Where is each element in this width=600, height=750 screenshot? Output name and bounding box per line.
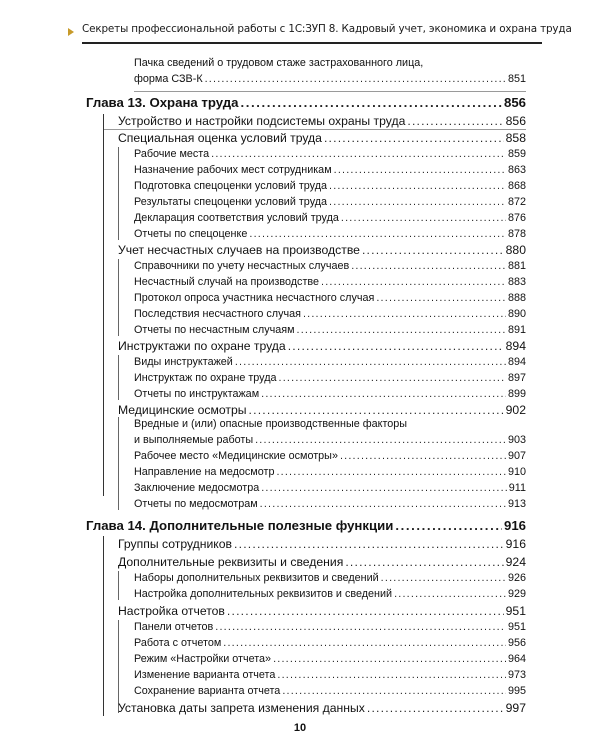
toc-section-title: Группы сотрудников <box>118 537 233 551</box>
section-bracket <box>118 571 119 600</box>
toc-subsection[interactable] <box>134 588 526 600</box>
toc-leader <box>205 73 506 85</box>
toc-subsection-title: Отчеты по несчастным случаям <box>134 324 295 336</box>
toc-leader <box>334 164 506 176</box>
toc-section[interactable] <box>118 403 526 417</box>
toc-subsection-page: 894 <box>507 356 526 368</box>
chapter-13-bracket <box>103 114 104 496</box>
toc-section-title: Специальная оценка условий труда <box>118 131 322 145</box>
toc-subsection-page: 951 <box>507 621 526 633</box>
toc-subsection-title: Вредные и (или) опасные производственные факторы <box>134 418 408 430</box>
toc-subsection-page: 913 <box>507 498 526 510</box>
toc-subsection-page: 910 <box>507 466 526 478</box>
toc-subsection-page: 899 <box>507 388 526 400</box>
toc-leader <box>261 388 506 400</box>
toc-subsection[interactable] <box>134 434 526 446</box>
toc-subsection-title: и выполняемые работы <box>134 434 254 446</box>
toc-leader <box>273 653 506 665</box>
toc-section[interactable] <box>118 339 526 353</box>
toc-subsection-title: Отчеты по инструктажам <box>134 388 260 400</box>
toc-leader <box>240 95 502 110</box>
toc-subsection-page: 868 <box>507 180 526 192</box>
toc-section[interactable] <box>118 701 526 715</box>
toc-subsection-page: 888 <box>507 292 526 304</box>
toc-subsection[interactable] <box>134 450 526 462</box>
toc-leader <box>215 621 506 633</box>
toc-subsection-title: Декларация соответствия условий труда <box>134 212 339 224</box>
toc-entry-page: 851 <box>507 73 526 85</box>
toc-subsection[interactable] <box>134 572 526 584</box>
toc-subsection[interactable] <box>134 498 526 510</box>
toc-subsection-page: 881 <box>507 260 526 272</box>
toc-chapter-title: Глава 13. Охрана труда <box>86 95 239 110</box>
toc-subsection-title: Назначение рабочих мест сотрудникам <box>134 164 332 176</box>
toc-leader <box>407 114 503 128</box>
toc-leader <box>362 243 504 257</box>
toc-subsection[interactable] <box>134 308 526 320</box>
toc-leader <box>279 372 506 384</box>
toc-section-page: 856 <box>505 114 526 128</box>
toc-section-page: 951 <box>505 604 526 618</box>
toc-entry-title: форма СЗВ-К <box>134 73 203 85</box>
toc-section-title: Устройство и настройки подсистемы охраны труда <box>118 114 406 128</box>
toc-leader <box>329 196 506 208</box>
toc-subsection-title: Несчастный случай на производстве <box>134 276 320 288</box>
toc-leader <box>223 637 506 649</box>
toc-leader <box>351 260 506 272</box>
toc-subsection-page: 890 <box>507 308 526 320</box>
toc-section-title: Медицинские осмотры <box>118 403 247 417</box>
toc-section-title: Настройка отчетов <box>118 604 225 618</box>
toc-section[interactable] <box>118 131 526 145</box>
header-rule <box>82 42 542 44</box>
toc-subsection-title: Результаты спецоценки условий труда <box>134 196 328 208</box>
toc-subsection-page: 891 <box>507 324 526 336</box>
toc-subsection-page: 876 <box>507 212 526 224</box>
toc-section-title: Инструктажи по охране труда <box>118 339 286 353</box>
toc-subsection-page: 878 <box>507 228 526 240</box>
toc-leader <box>261 482 507 494</box>
toc-leader <box>303 308 506 320</box>
toc-subsection[interactable] <box>134 276 526 288</box>
toc-subsection[interactable] <box>134 685 526 697</box>
toc-subsection[interactable] <box>134 212 526 224</box>
toc-section[interactable] <box>118 604 526 618</box>
toc-leader <box>277 669 506 681</box>
header-marker-icon <box>68 28 74 36</box>
toc-subsection[interactable] <box>134 653 526 665</box>
toc-subsection-page: 883 <box>507 276 526 288</box>
toc-leader <box>249 228 506 240</box>
toc-chapter-13[interactable] <box>86 95 526 110</box>
toc-subsection-page: 859 <box>507 148 526 160</box>
toc-subsection-title: Работа с отчетом <box>134 637 222 649</box>
toc-subsection[interactable] <box>134 466 526 478</box>
toc-subsection-title: Протокол опроса участника несчастного случая <box>134 292 375 304</box>
toc-leader <box>260 498 506 510</box>
toc-chapter-title: Глава 14. Дополнительные полезные функции <box>86 518 394 533</box>
toc-subsection-page: 995 <box>507 685 526 697</box>
toc-subsection[interactable] <box>134 180 526 192</box>
toc-subsection-title: Последствия несчастного случая <box>134 308 301 320</box>
toc-subsection-page: 872 <box>507 196 526 208</box>
toc-subsection-title: Рабочее место «Медицинские осмотры» <box>134 450 338 462</box>
toc-leader <box>329 180 506 192</box>
section-bracket <box>118 147 119 240</box>
toc-section[interactable] <box>118 243 526 257</box>
toc-leader <box>340 450 506 462</box>
toc-leader <box>255 434 506 446</box>
toc-leader <box>235 356 506 368</box>
toc-leader <box>276 466 506 478</box>
toc-leader <box>211 148 506 160</box>
toc-subsection-page: 903 <box>507 434 526 446</box>
toc-subsection-page: 897 <box>507 372 526 384</box>
toc-leader <box>297 324 506 336</box>
toc-section-page: 997 <box>505 701 526 715</box>
toc-subsection[interactable] <box>134 621 526 633</box>
header-title: Секреты профессиональной работы с 1С:ЗУП 8. Кадровый учет, экономика и охрана труда <box>82 23 572 35</box>
toc-leader <box>249 403 504 417</box>
toc-subsection-page: 911 <box>508 482 526 494</box>
toc-subsection-title: Отчеты по медосмотрам <box>134 498 258 510</box>
toc-subsection-page: 926 <box>507 572 526 584</box>
toc-subsection-title: Сохранение варианта отчета <box>134 685 281 697</box>
chapter-14-bracket <box>103 536 104 716</box>
toc-subsection[interactable] <box>134 260 526 272</box>
toc-leader <box>227 604 504 618</box>
toc-subsection-title: Настройка дополнительных реквизитов и сведений <box>134 588 393 600</box>
toc-leader <box>282 685 506 697</box>
toc-section-title: Учет несчастных случаев на производстве <box>118 243 360 257</box>
toc-section-page: 916 <box>505 537 526 551</box>
toc-entry[interactable] <box>134 73 526 85</box>
toc-subsection-page: 929 <box>507 588 526 600</box>
toc-subsection-page: 863 <box>507 164 526 176</box>
toc-section-title: Установка даты запрета изменения данных <box>118 701 365 715</box>
section-bracket <box>118 355 119 400</box>
toc-leader <box>321 276 506 288</box>
toc-subsection[interactable] <box>134 324 526 336</box>
toc-leader <box>341 212 506 224</box>
toc-leader <box>394 588 506 600</box>
toc-subsection[interactable] <box>134 637 526 649</box>
toc-section-page: 880 <box>505 243 526 257</box>
toc-subsection-page: 907 <box>507 450 526 462</box>
toc-subsection[interactable] <box>134 356 526 368</box>
toc-subsection-title: Наборы дополнительных реквизитов и сведений <box>134 572 379 584</box>
toc-section-page: 858 <box>505 131 526 145</box>
toc-subsection[interactable] <box>134 388 526 400</box>
toc-leader <box>288 339 504 353</box>
toc-subsection[interactable] <box>134 228 526 240</box>
section-bracket <box>118 417 119 510</box>
toc-subsection-title: Рабочие места <box>134 148 210 160</box>
toc-leader <box>395 518 502 533</box>
toc-chapter-14[interactable] <box>86 518 526 533</box>
toc-subsection-title: Заключение медосмотра <box>134 482 260 494</box>
section-bracket <box>118 620 119 713</box>
toc-subsection-title: Панели отчетов <box>134 621 214 633</box>
toc-section-page: 902 <box>505 403 526 417</box>
toc-leader <box>234 537 504 551</box>
toc-section[interactable] <box>118 114 526 128</box>
divider <box>134 91 526 92</box>
toc-subsection-title: Отчеты по спецоценке <box>134 228 248 240</box>
toc-leader <box>324 131 504 145</box>
toc-subsection-title: Направление на медосмотр <box>134 466 275 478</box>
toc-section-page: 894 <box>505 339 526 353</box>
toc-subsection-title: Режим «Настройки отчета» <box>134 653 272 665</box>
divider <box>104 129 526 130</box>
page-number: 10 <box>293 722 307 734</box>
toc-section[interactable] <box>118 555 526 569</box>
toc-subsection[interactable] <box>134 164 526 176</box>
toc-leader <box>376 292 506 304</box>
toc-chapter-page: 916 <box>503 518 526 533</box>
toc-subsection-page: 956 <box>507 637 526 649</box>
toc-subsection[interactable] <box>134 292 526 304</box>
toc-leader <box>367 701 504 715</box>
toc-subsection-title: Инструктаж по охране труда <box>134 372 277 384</box>
section-bracket <box>118 259 119 336</box>
toc-chapter-page: 856 <box>503 95 526 110</box>
toc-subsection-title: Изменение варианта отчета <box>134 669 276 681</box>
toc-subsection[interactable] <box>134 148 526 160</box>
toc-subsection-title: Подготовка спецоценки условий труда <box>134 180 327 192</box>
toc-subsection[interactable] <box>134 196 526 208</box>
toc-subsection-page: 973 <box>507 669 526 681</box>
toc-section-page: 924 <box>505 555 526 569</box>
toc-subsection[interactable] <box>134 372 526 384</box>
toc-subsection-page: 964 <box>507 653 526 665</box>
toc-subsection[interactable] <box>134 669 526 681</box>
toc-subsection[interactable] <box>134 482 526 494</box>
toc-section-title: Дополнительные реквизиты и сведения <box>118 555 344 569</box>
toc-section[interactable] <box>118 537 526 551</box>
running-header <box>82 16 572 42</box>
toc-leader <box>345 555 503 569</box>
toc-subsection-title: Виды инструктажей <box>134 356 233 368</box>
toc-entry-text: Пачка сведений о трудовом стаже застрахованного лица, <box>134 57 424 69</box>
toc-leader <box>381 572 506 584</box>
toc-subsection-title: Справочники по учету несчастных случаев <box>134 260 350 272</box>
